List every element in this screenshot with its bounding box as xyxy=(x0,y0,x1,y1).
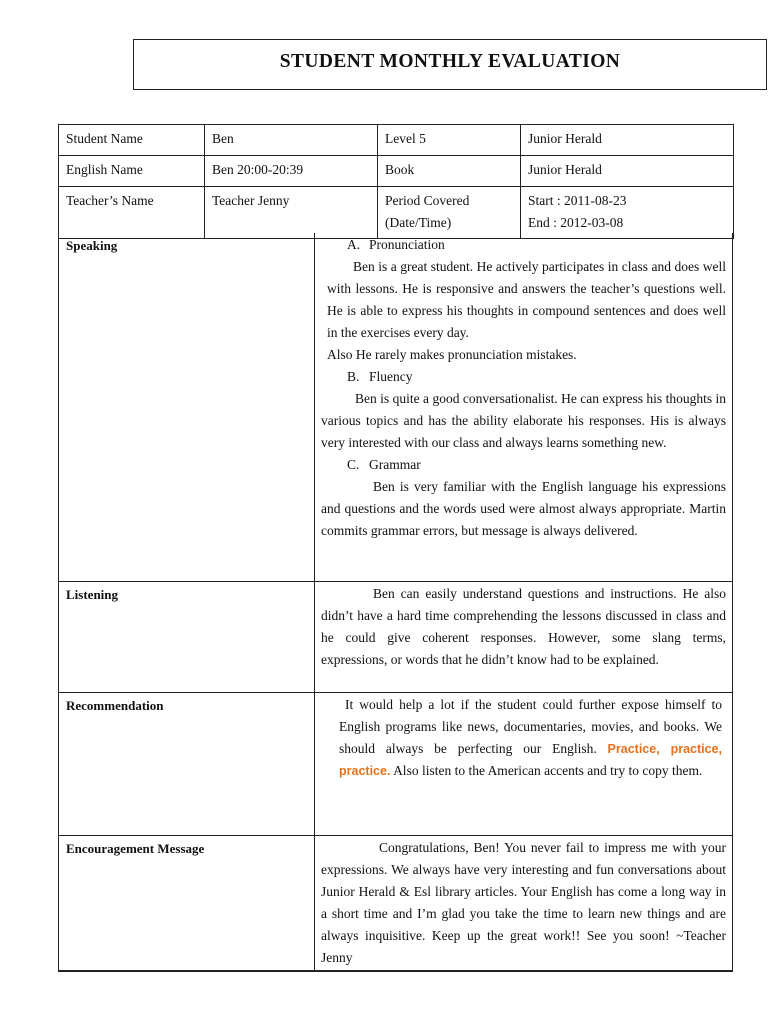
fluency-heading xyxy=(321,366,726,388)
period-label: Period Covered xyxy=(385,193,470,208)
grammar-text: Ben is very familiar with the English language his expressions and questions and the words used were almost always appropriate. Martin commits grammar errors, but message is always delivered. xyxy=(321,479,726,538)
level-value: Junior Herald xyxy=(521,125,734,156)
listening-content xyxy=(315,582,732,692)
pronunciation-text: Ben is a great student. He actively participates in class and does well with lessons. He is responsive and answers the teacher’s questions well. He is able to express his thoughts in compound sentences and does well in the exercises every day. xyxy=(327,259,726,340)
pronunciation-title: Pronunciation xyxy=(369,237,445,252)
period-start: Start : 2011-08-23 xyxy=(528,193,627,208)
grammar-heading xyxy=(321,454,726,476)
period-end: End : 2012-03-08 xyxy=(528,215,624,230)
recommendation-highlight: Practice, practice, practice. xyxy=(339,742,723,778)
student-name-value: Ben xyxy=(205,125,378,156)
listening-section xyxy=(58,582,733,693)
speaking-section xyxy=(58,233,733,582)
encouragement-text: Congratulations, Ben! You never fail to impress me with your expressions. We always have very interesting and fun conversations about Junior Herald & Esl library articles. Your English has come a long way in a short time and I’m glad you take the time to learn new things and are always inquisitive. Keep up the great work!! See you soon! ~Teacher Jenny xyxy=(321,840,726,965)
book-label: Book xyxy=(378,156,521,187)
table-row xyxy=(59,156,734,187)
grammar-letter: C. xyxy=(347,457,360,472)
encouragement-content xyxy=(315,836,732,970)
recommendation-section xyxy=(58,693,733,836)
fluency-title: Fluency xyxy=(369,369,413,384)
teacher-name-value: Teacher Jenny xyxy=(205,187,378,239)
student-name-label: Student Name xyxy=(59,125,205,156)
recommendation-label: Recommendation xyxy=(59,693,315,835)
title-box xyxy=(133,39,767,90)
grammar-title: Grammar xyxy=(369,457,421,472)
pronunciation-heading xyxy=(321,234,726,256)
table-row xyxy=(59,125,734,156)
book-value: Junior Herald xyxy=(521,156,734,187)
recommendation-text-after: Also listen to the American accents and try to copy them. xyxy=(393,763,703,778)
speaking-content xyxy=(315,233,732,581)
recommendation-text-before: It would help a lot if the student could further expose himself to English programs like news, documentaries, movies, and books. We should always be perfecting our English. xyxy=(339,697,722,756)
english-name-label: English Name xyxy=(59,156,205,187)
listening-text: Ben can easily understand questions and instructions. He also didn’t have a hard time comprehending the lessons discussed in class and he could give coherent responses. However, some slang terms, expressions, or words that he didn’t know had to be explained. xyxy=(321,586,726,667)
level-label: Level 5 xyxy=(378,125,521,156)
fluency-text: Ben is quite a good conversationalist. He can express his thoughts in various topics and has the ability elaborate his responses. His is always very interested with our class and always learns something new. xyxy=(321,391,726,450)
listening-label: Listening xyxy=(59,582,315,692)
recommendation-content xyxy=(315,693,732,835)
encouragement-section xyxy=(58,836,733,972)
speaking-label: Speaking xyxy=(59,233,315,581)
english-name-value: Ben 20:00-20:39 xyxy=(205,156,378,187)
student-info-table xyxy=(58,124,734,239)
table-row xyxy=(59,187,734,239)
encouragement-label: Encouragement Message xyxy=(59,836,315,970)
fluency-letter: B. xyxy=(347,369,360,384)
pronunciation-letter: A. xyxy=(347,237,361,252)
teacher-name-label: Teacher’s Name xyxy=(59,187,205,239)
recommendation-text xyxy=(339,694,722,782)
period-label-sub: (Date/Time) xyxy=(385,215,452,230)
period-dates-cell xyxy=(521,187,734,239)
period-label-cell xyxy=(378,187,521,239)
document-title: STUDENT MONTHLY EVALUATION xyxy=(279,50,621,72)
pronunciation-text-last: Also He rarely makes pronunciation mistakes. xyxy=(327,347,577,362)
